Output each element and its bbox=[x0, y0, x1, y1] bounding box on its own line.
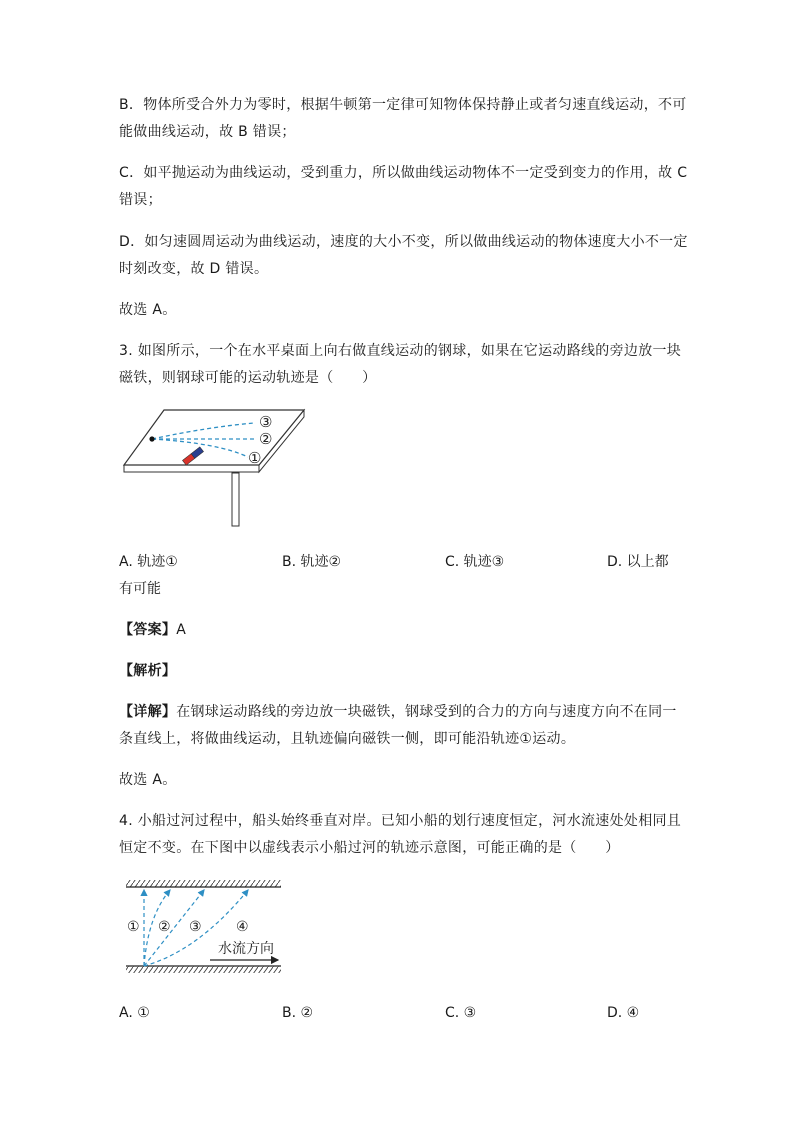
steel-ball bbox=[149, 436, 154, 441]
q3-detail-line2: 条直线上，将做曲线运动，且轨迹偏向磁铁一侧，即可能沿轨迹①运动。 bbox=[119, 731, 576, 747]
paragraph-b-line2: 能做曲线运动，故 B 错误； bbox=[119, 124, 296, 140]
question-4-line2: 恒定不变。在下图中以虚线表示小船过河的轨迹示意图，可能正确的是（ ） bbox=[119, 840, 620, 856]
paragraph-c-line2: 错误； bbox=[119, 192, 162, 208]
trajectory-label-3: ③ bbox=[189, 919, 202, 935]
answer-value: A bbox=[176, 622, 187, 638]
trajectory-label-2: ② bbox=[259, 430, 273, 448]
trajectory-label-2: ② bbox=[158, 919, 171, 935]
q3-analysis-tag: 【解析】 bbox=[119, 663, 177, 679]
paragraph-c-line1: C．如平抛运动为曲线运动，受到重力，所以做曲线运动物体不一定受到变力的作用，故 C bbox=[119, 165, 688, 181]
q3-choose: 故选 A。 bbox=[119, 772, 177, 788]
paragraph-d-line1: D．如匀速圆周运动为曲线运动，速度的大小不变，所以做曲线运动的物体速度大小不一定 bbox=[119, 234, 688, 250]
trajectory-label-1: ① bbox=[127, 919, 140, 935]
answer-tag: 【答案】 bbox=[119, 622, 177, 638]
q3-option-c[interactable]: C. 轨迹③ bbox=[445, 554, 505, 570]
table-magnet-figure bbox=[118, 405, 318, 535]
q3-option-a[interactable]: A. 轨迹① bbox=[119, 554, 178, 570]
question-3-line1: 3. 如图所示，一个在水平桌面上向右做直线运动的钢球，如果在它运动路线的旁边放一块 bbox=[119, 343, 682, 359]
q4-option-d[interactable]: D. ④ bbox=[607, 1005, 640, 1021]
q3-option-b[interactable]: B. 轨迹② bbox=[282, 554, 342, 570]
q3-option-d-cont: 有可能 bbox=[119, 581, 161, 597]
trajectory-label-4: ④ bbox=[236, 919, 249, 935]
q3-detail-line1 bbox=[119, 702, 677, 722]
question-4-line1: 4. 小船过河过程中，船头始终垂直对岸。已知小船的划行速度恒定，河水流速处处相同且 bbox=[119, 813, 682, 829]
detail-tag: 【详解】 bbox=[119, 704, 177, 720]
trajectory-label-1: ① bbox=[248, 449, 262, 467]
question-3-line2: 磁铁，则钢球可能的运动轨迹是（ ） bbox=[119, 370, 377, 386]
trajectory-label-3: ③ bbox=[259, 413, 273, 431]
detail-text: 在钢球运动路线的旁边放一块磁铁，钢球受到的合力的方向与速度方向不在同一 bbox=[176, 704, 677, 720]
q3-option-d[interactable]: D. 以上都 bbox=[607, 554, 669, 570]
paragraph-d-line2: 时刻改变，故 D 错误。 bbox=[119, 261, 269, 277]
q4-option-a[interactable]: A. ① bbox=[119, 1005, 150, 1021]
choose-answer-q2: 故选 A。 bbox=[119, 302, 177, 318]
river-crossing-figure bbox=[118, 876, 288, 981]
q4-option-b[interactable]: B. ② bbox=[282, 1005, 314, 1021]
q4-option-c[interactable]: C. ③ bbox=[445, 1005, 477, 1021]
q3-answer bbox=[119, 620, 186, 640]
paragraph-b-line1: B．物体所受合外力为零时，根据牛顿第一定律可知物体保持静止或者匀速直线运动，不可 bbox=[119, 97, 687, 113]
flow-direction-label: 水流方向 bbox=[218, 941, 274, 957]
